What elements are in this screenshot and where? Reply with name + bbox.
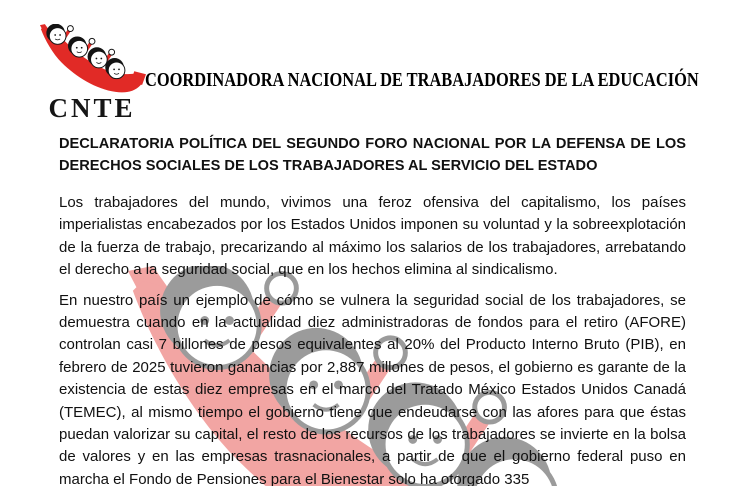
cnte-logo <box>36 24 148 122</box>
organization-name: COORDINADORA NACIONAL DE TRABAJADORES DE LA EDUCACIÓN <box>145 69 699 91</box>
document-title: DECLARATORIA POLÍTICA DEL SEGUNDO FORO NACIONAL POR LA DEFENSA DE LOS DERECHOS SOCIALES DE LOS TRABAJADORES AL SERVICIO DEL ESTADO <box>59 136 686 174</box>
logo-acronym: CNTE <box>48 93 136 123</box>
document-paragraph: Los trabajadores del mundo, vivimos una feroz ofensiva del capitalismo, los países imperialistas encabezados por los Estados Unidos imponen su voluntad y la sobreexplotación de la fuerza de trabajo, precarizando al máximo los salarios de los trabajadores, arrebatando el derecho a la seguridad social, que en los hechos elimina al sindicalismo. <box>59 194 686 279</box>
cnte-logo-icon <box>38 24 146 98</box>
document-paragraph: En nuestro país un ejemplo de cómo se vulnera la seguridad social de los trabajadores, se demuestra cuando en la actualidad diez administradoras de fondos para el retiro (AFORE) controlan casi 7 billones de pesos equivalentes al 20% del Producto Interno Bruto (PIB), en febrero de 2025 tuvieron ganancias por 2,887 millones de pesos, el gobierno es garante de la existencia de estas diez empresas en el marco del Tratado México Estados Unidos Canadá (TEMEC), al mismo tiempo el gobierno tiene que endeudarse con las afores para que éstas puedan valorizar su capital, el resto de los recursos de los trabajadores se invierte en la bolsa de valores y en las empresas trasnacionales, a partir de que el gobierno federal puso en marcha el Fondo de Pensiones para el Bienestar solo ha otorgado 335 <box>59 291 686 486</box>
document-content <box>59 133 686 486</box>
